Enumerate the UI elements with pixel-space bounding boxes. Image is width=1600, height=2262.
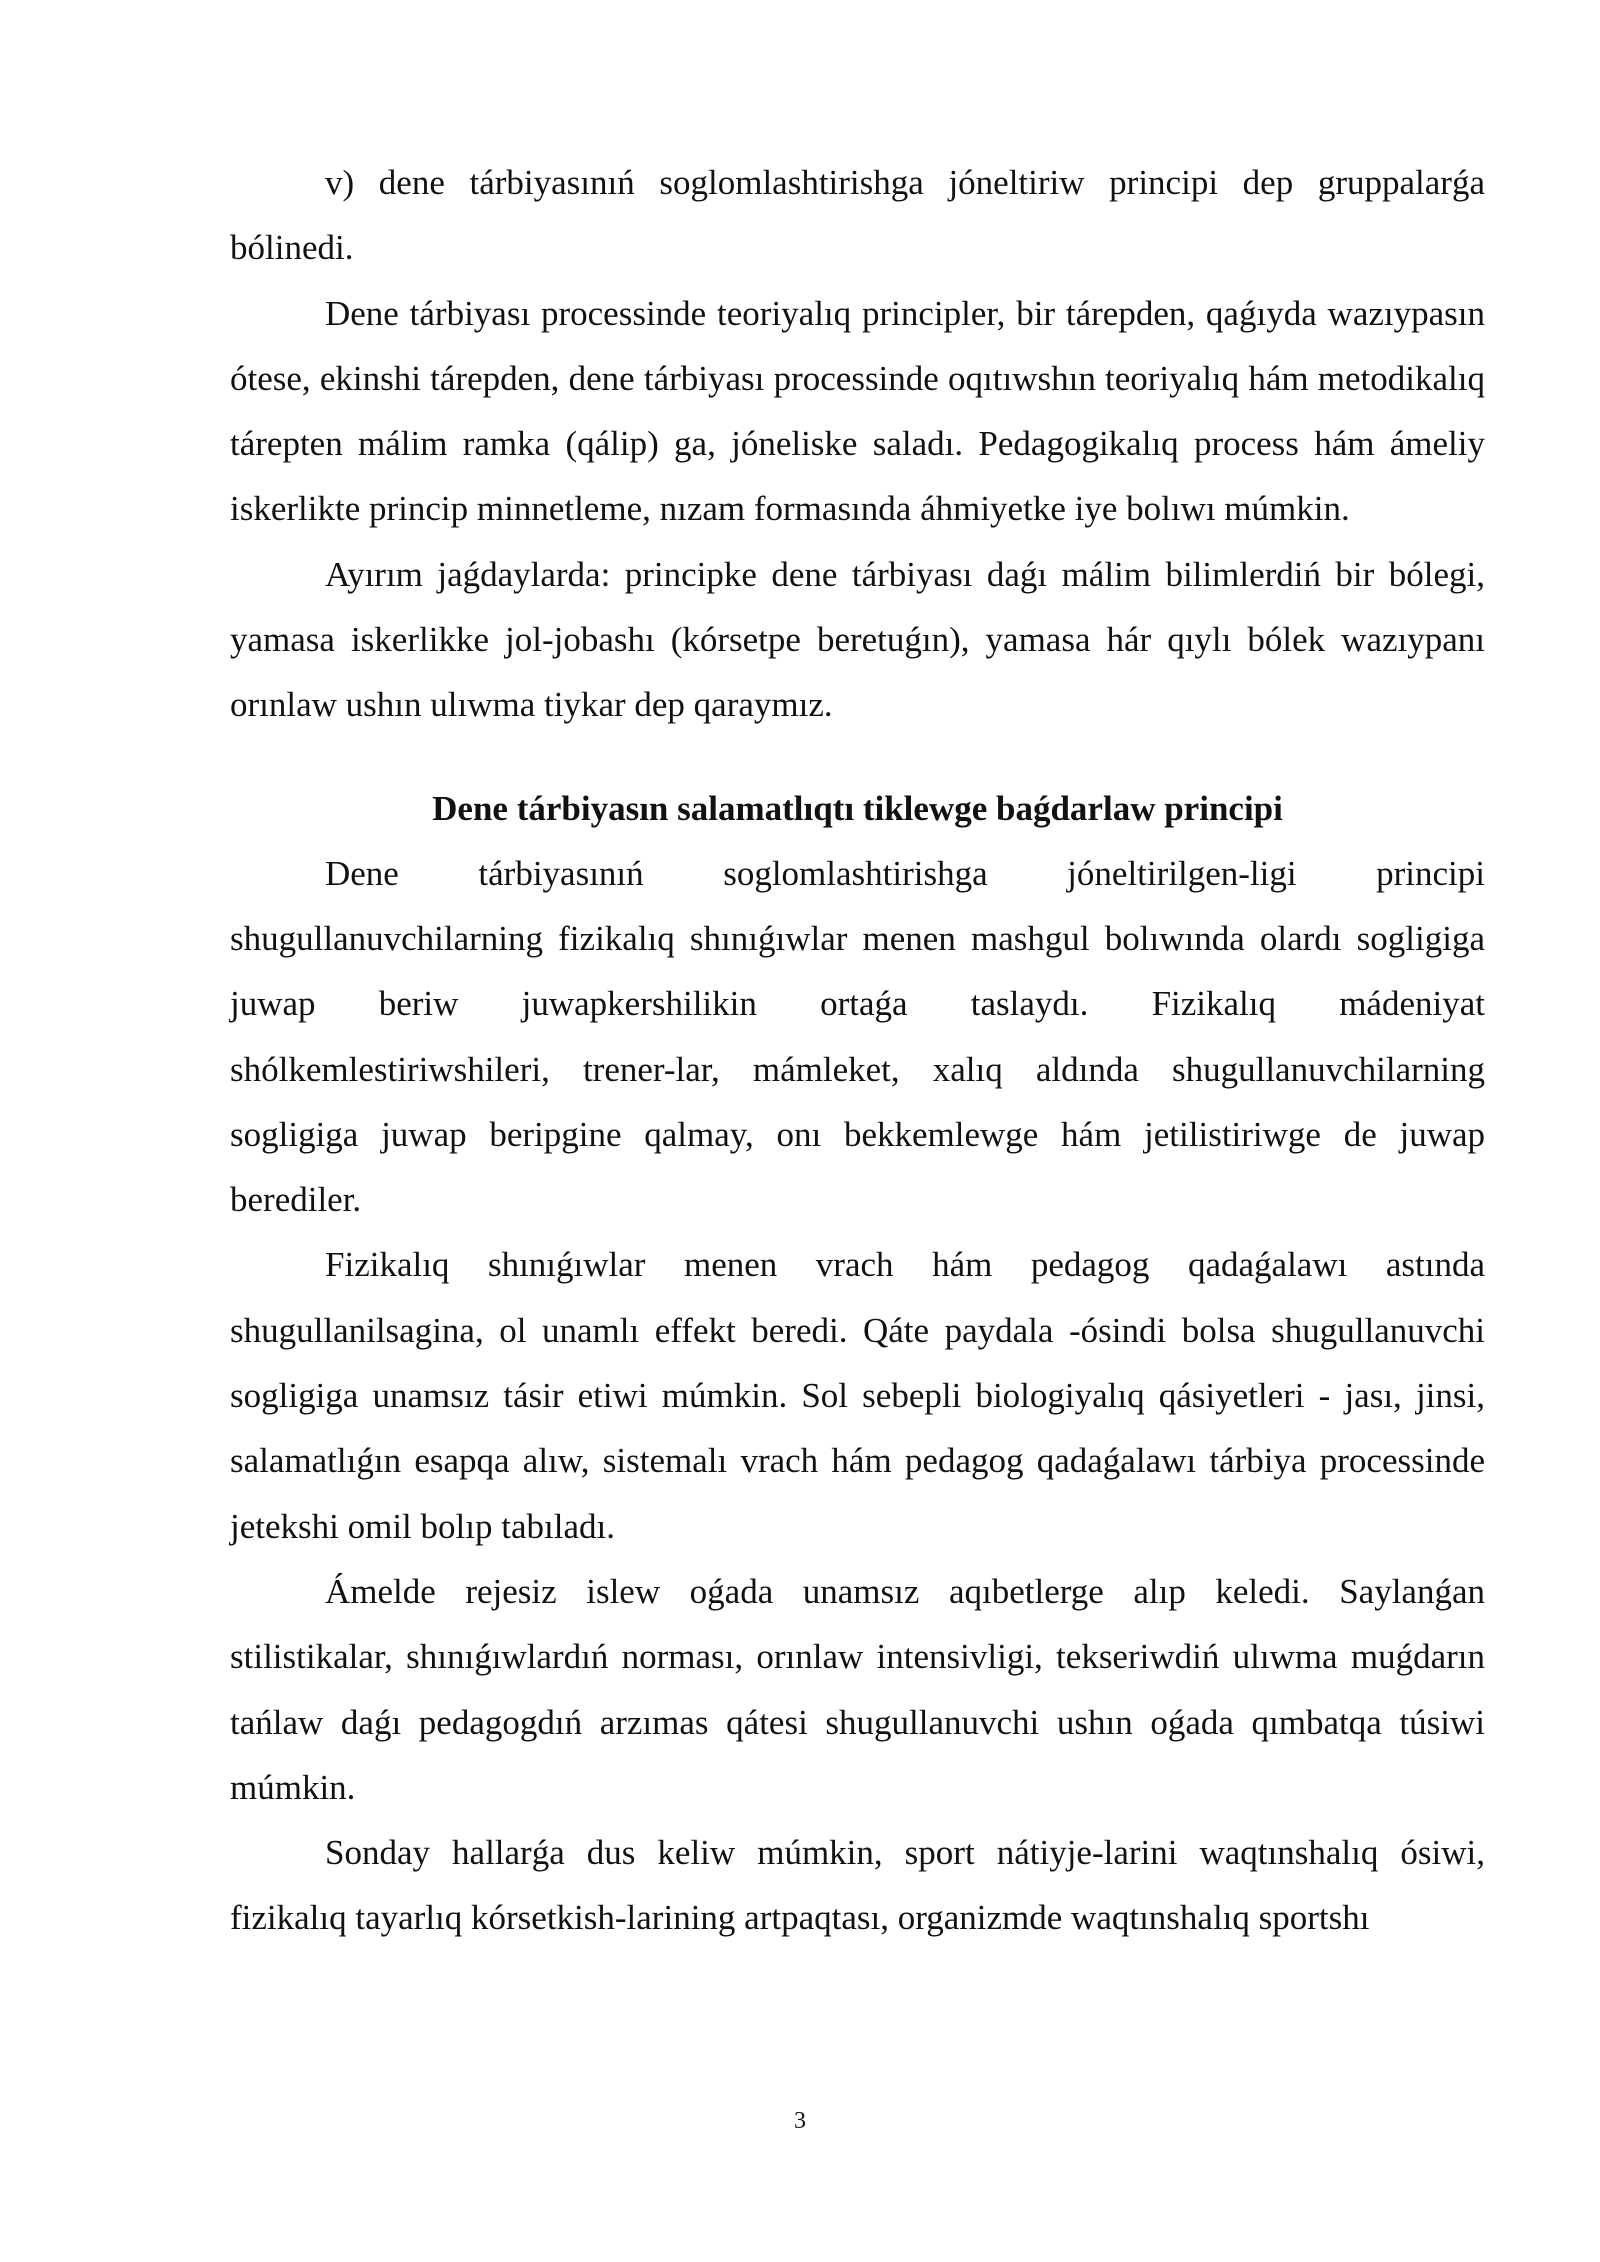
paragraph-temporary-results: Sonday hallarǵa dus keliw múmkin, sport nátiyje-larini waqtınshalıq ósiwi, fizikalıq tayarlıq kórsetkish-larining artpaqtası, organizmde waqtınshalıq sportshı bbox=[230, 1833, 1485, 1938]
page-body bbox=[230, 150, 1485, 1951]
page-number: 3 bbox=[794, 2108, 806, 2134]
paragraph-theoretical-principles: Dene tárbiyası processinde teoriyalıq principler, bir tárepden, qaǵıyda wazıypasın ótese, ekinshi tárepden, dene tárbiyası processinde oqıtıwshın teoriyalıq hám metodikalıq tárepten málim ramka (qálip) ga, jóneliske saladı. Pedagogikalıq process hám ámeliy iskerlikte princip minnetleme, nızam formasında áhmiyetke iye bolıwı múmkin. bbox=[230, 293, 1485, 529]
paragraph-principle-groups: v) dene tárbiyasınıń soglomlashtirishga jóneltiriw principi dep gruppalarǵa bólinedi. bbox=[230, 163, 1485, 268]
section-heading: Dene tárbiyasın salamatlıqtı tiklewge baǵdarlaw principi bbox=[432, 788, 1283, 828]
paragraph-health-orientation: Dene tárbiyasınıń soglomlashtirishga jóneltirilgen-ligi principi shugullanuvchilarning fizikalıq shınıǵıwlar menen mashgul bolıwında olardı sogligiga juwap beriw juwapkershilikin ortaǵa taslaydı. Fizikalıq mádeniyat shólkemlestiriwshileri, trener-lar, mámleket, xalıq aldında shugullanuvchilarning sogligiga juwap beripgine qalmay, onı bekkemlewge hám jetilistiriwge de juwap berediler. bbox=[230, 853, 1485, 1220]
paragraph-medical-supervision: Fizikalıq shınıǵıwlar menen vrach hám pedagog qadaǵalawı astında shugullanilsagina, ol unamlı effekt beredi. Qáte paydala -ósindi bolsa shugullanuvchi sogligiga unamsız tásir etiwi múmkin. Sol sebepli biologiyalıq qásiyetleri - jası, jinsi, salamatlıǵın esapqa alıw, sistemalı vrach hám pedagog qadaǵalawı tárbiya processinde jetekshi omil bolıp tabıladı. bbox=[230, 1245, 1485, 1546]
paragraph-principle-definition: Ayırım jaǵdaylarda: principke dene tárbiyası daǵı málim bilimlerdiń bir bólegi, yamasa iskerlikke jol-jobashı (kórsetpe beretuǵın), yamasa hár qıylı bólek wazıypanı orınlaw ushın ulıwma tiykar dep qaraymız. bbox=[230, 554, 1485, 725]
paragraph-unplanned-work: Ámelde rejesiz islew oǵada unamsız aqıbetlerge alıp keledi. Saylanǵan stilistikalar, shınıǵıwlardıń norması, orınlaw intensivligi, tekseriwdiń ulıwma muǵdarın tańlaw daǵı pedagogdıń arzımas qátesi shugullanuvchi ushın oǵada qımbatqa túsiwi múmkin. bbox=[230, 1571, 1485, 1807]
